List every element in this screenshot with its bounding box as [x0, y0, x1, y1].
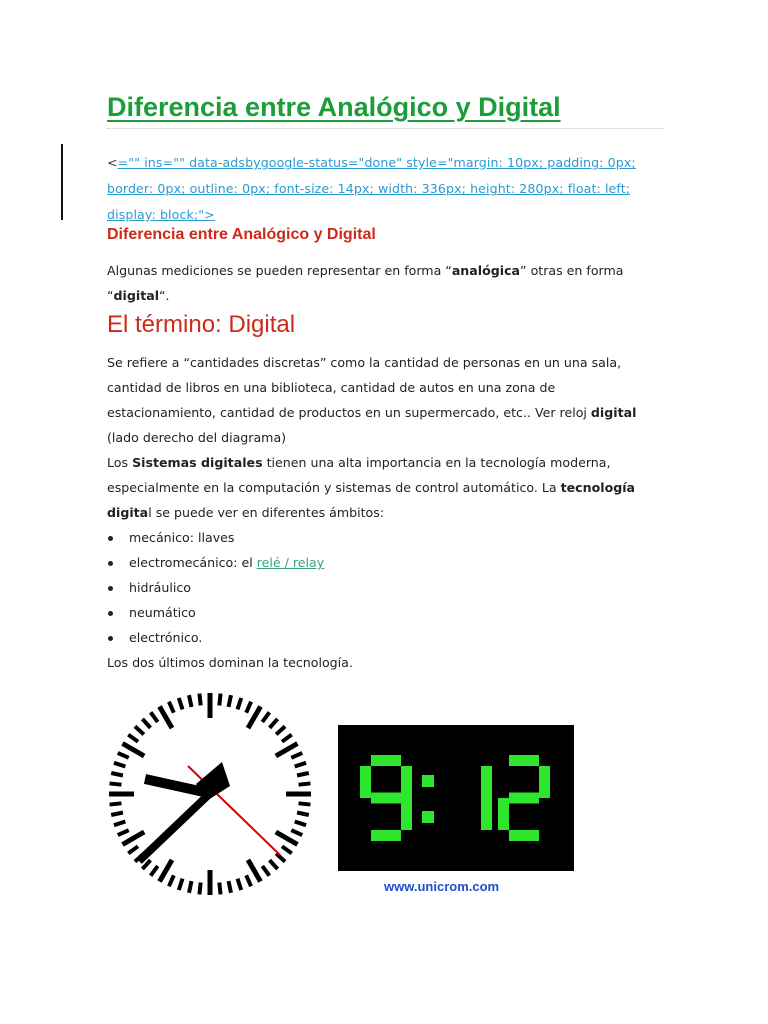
title-divider [107, 128, 663, 129]
minute-tick [179, 698, 183, 709]
hour-tick [276, 744, 298, 757]
minute-tick [128, 846, 138, 853]
analog-clock-image [104, 688, 316, 900]
minute-tick [189, 881, 191, 893]
hour-tick [276, 832, 298, 845]
minute-tick [111, 813, 123, 815]
minute-tick [238, 698, 242, 709]
section-body [107, 350, 667, 675]
minute-tick [110, 803, 122, 804]
article-subtitle: Diferencia entre Analógico y Digital [107, 226, 376, 243]
minute-tick [229, 695, 231, 707]
segment-b [481, 766, 492, 798]
minute-tick [199, 883, 200, 895]
hour-tick [160, 707, 173, 729]
minute-tick [295, 763, 306, 767]
digital-clock-image [338, 725, 574, 871]
minute-tick [118, 830, 129, 835]
minute-tick [282, 846, 292, 853]
list-item [107, 550, 667, 575]
minute-tick [270, 860, 278, 869]
minute-tick [297, 773, 309, 775]
minute-tick [114, 822, 125, 826]
para1-bold: digital [590, 405, 637, 420]
minute-tick [128, 735, 138, 742]
intro-paragraph [107, 258, 667, 308]
ambitos-list [107, 525, 667, 650]
intro-bold-analogica: analógica [451, 263, 521, 278]
minute-tick [238, 879, 242, 890]
minute-tick [297, 813, 309, 815]
segment-b [401, 766, 412, 798]
intro-text-2: ” otras en forma “ [107, 263, 624, 303]
ad-code-link[interactable]: ="" ins="" data-adsbygoogle-status="done" style="margin: 10px; padding: 0px; border: 0px; outline: 0px; font-size: 14px; width: 336px; height: 280px; float: left; display: block;"> [107, 155, 636, 222]
minute-tick [262, 712, 269, 722]
minute-tick [118, 753, 129, 758]
segment-g [509, 793, 539, 804]
minute-tick [291, 830, 302, 835]
segment-e [498, 798, 509, 830]
segment-d [509, 830, 539, 841]
minute-tick [110, 783, 122, 784]
digital-time-segments [360, 755, 550, 841]
intro-text-3: “. [159, 288, 170, 303]
minute-tick [179, 879, 183, 890]
paragraph-sistemas [107, 450, 667, 525]
minute-tick [169, 875, 174, 886]
minute-tick [189, 695, 191, 707]
segment-b [539, 766, 550, 798]
para2-bold-2: tecnología digita [107, 480, 636, 520]
left-margin-bar [61, 144, 63, 220]
digital-clock-display [338, 725, 574, 871]
minute-tick [299, 783, 311, 784]
segment-c [481, 798, 492, 830]
minute-tick [169, 702, 174, 713]
ad-code-prefix: < [107, 155, 118, 170]
minute-tick [114, 763, 125, 767]
minute-tick [219, 694, 220, 706]
minute-tick [291, 753, 302, 758]
minute-tick [276, 854, 285, 862]
hour-tick [123, 832, 145, 845]
para1-text-1: Se refiere a “cantidades discretas” como la cantidad de personas en un una sala, cantidad de libros en una biblioteca, cantidad de autos en una zona de estacionamiento, cantidad de productos en un supermercado, etc.. Ver reloj [107, 355, 622, 420]
minute-tick [276, 726, 285, 734]
para2-bold-1: Sistemas digitales [132, 455, 263, 470]
minute-tick [151, 712, 158, 722]
para2-text-3: l se puede ver en diferentes ámbitos: [148, 505, 385, 520]
minute-tick [135, 726, 144, 734]
minute-tick [246, 702, 251, 713]
para2-text-1: Los [107, 455, 133, 470]
minute-tick [270, 719, 278, 728]
minute-tick [295, 822, 306, 826]
segment-f [360, 766, 371, 798]
hour-tick [123, 744, 145, 757]
segment-a [509, 755, 539, 766]
para2-text-2: tienen una alta importancia en la tecnología moderna, especialmente en la computación y sistemas de control automático. La [107, 455, 611, 495]
list-item-text: electromecánico: el [129, 555, 257, 570]
minute-tick [299, 803, 311, 804]
segment-c [401, 798, 412, 830]
hour-tick [248, 707, 261, 729]
hour-hand [145, 779, 204, 792]
hour-tick [160, 860, 173, 882]
hour-tick [248, 860, 261, 882]
segment-a [371, 755, 401, 766]
list-item: electrónico. [107, 625, 667, 650]
minute-tick [229, 881, 231, 893]
relay-link[interactable]: relé / relay [256, 555, 325, 570]
minute-tick [142, 719, 150, 728]
ad-code-text [107, 150, 667, 228]
list-item: mecánico: llaves [107, 525, 667, 550]
closing-paragraph: Los dos últimos dominan la tecnología. [107, 655, 353, 670]
para1-text-2: (lado derecho del diagrama) [107, 430, 287, 445]
minute-tick [246, 875, 251, 886]
paragraph-discretas [107, 350, 667, 450]
minute-tick [151, 866, 158, 876]
minute-tick [111, 773, 123, 775]
intro-bold-digital: digital [113, 288, 160, 303]
minute-tick [199, 694, 200, 706]
minute-tick [282, 735, 292, 742]
list-item: hidráulico [107, 575, 667, 600]
colon-dot [422, 811, 434, 823]
site-label: www.unicrom.com [384, 879, 500, 894]
list-item: neumático [107, 600, 667, 625]
segment-d [371, 830, 401, 841]
article-title[interactable]: Diferencia entre Analógico y Digital [107, 92, 561, 122]
intro-text-1: Algunas mediciones se pueden representar en forma “ [107, 263, 452, 278]
minute-tick [262, 866, 269, 876]
segment-g [371, 793, 401, 804]
minute-tick [219, 883, 220, 895]
colon-dot [422, 775, 434, 787]
section-heading: El término: Digital [107, 311, 296, 338]
